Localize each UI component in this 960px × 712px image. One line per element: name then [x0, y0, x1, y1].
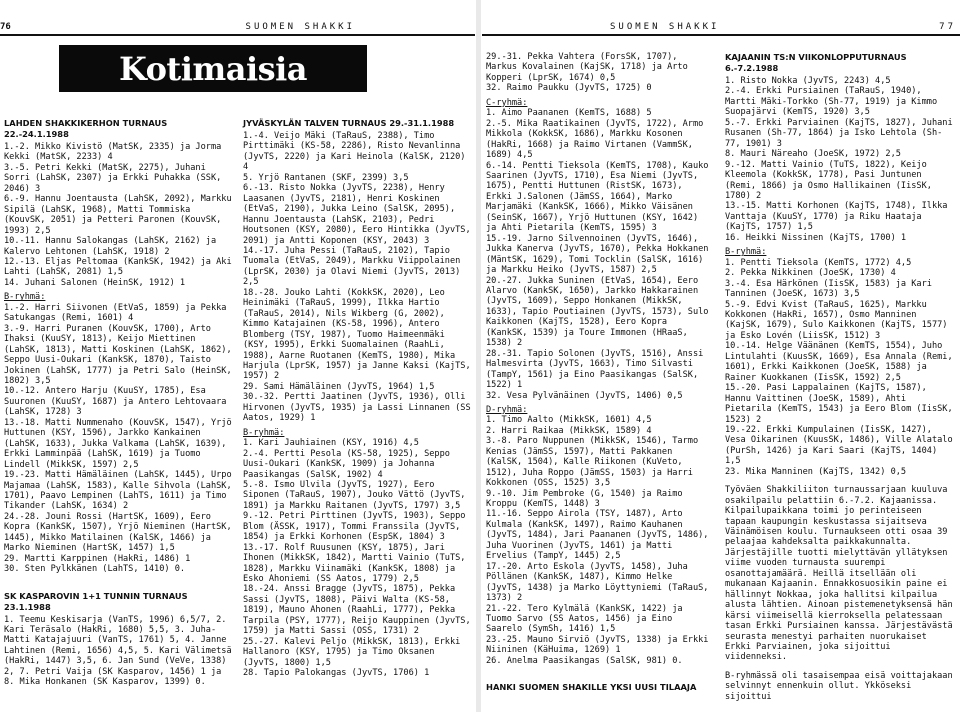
page-header — [0, 22, 475, 32]
result-line: 9.-10. Jim Pembroke (G, 1540) ja Raimo Kroppu (KemTS, 1448) 3 — [486, 488, 683, 510]
result-line: 10.-12. Antero Harju (KuuSY, 1785), Esa Suuronen (KuuSY, 1687) ja Antero Lehtovaara (LahSK, 1728) 3 — [4, 386, 227, 418]
result-line: 1. Timo Aalto (MikkSK, 1601) 4,5 — [486, 415, 652, 426]
result-line: 23. Mika Manninen (KajTS, 1342) 0,5 — [725, 466, 907, 477]
result-line: 14.-17. Juha Pessi (TaRauS, 2102), Tapio Tuomala (EtVaS, 2049), Markku Viippolainen (LprSK, 2030) ja Olavi Niemi (JyvTS, 2013) 2,5 — [243, 245, 461, 288]
result-line: 6.-9. Hannu Joentausta (LahSK, 2092), Markku Sipilä (LahSK, 1968), Matti Tommiska (KouvSK, 2051) ja Petteri Paronen (KouvSK, 1993) 2,5 — [4, 194, 232, 236]
result-line: 28.-31. Tapio Solonen (JyvTS, 1516), Anssi Halmesvirta (JyvTS, 1663), Timo Silvasti (TampY, 1561) ja Eino Paasikangas (SalSK, 1522) 1 — [486, 348, 704, 391]
result-line: 15.-20. Pasi Lappalainen (KajTS, 1587), Hannu Vaittinen (JoeSK, 1589), Ahti Pietarila (KemTS, 1543) ja Eero Blom (IisSK, 1523) 2 — [725, 383, 953, 425]
group-heading: C-ryhmä: — [486, 97, 528, 108]
result-line: 10.-11. Hannu Salokangas (LahSK, 2162) ja Kalervo Lehtonen (LahSK, 1918) 2 — [4, 236, 217, 257]
group-heading: B-ryhmä: — [243, 427, 285, 438]
group-heading: B-ryhmä: — [4, 292, 46, 303]
result-line: 6.-13. Risto Nokka (JyvTS, 2238), Henry Laasanen (JyvTS, 2181), Henri Koskinen (EtVaS, 2190), Jukka Leino (SalSK, 2095), Hannu Joentausta (LahSK, 2103), Pedri Houtsonen (KSY, 2080), Eero Hintikka (JyvTS, 2091) ja Antti Koponen (KSY, 2043) 3 — [243, 183, 471, 246]
left-page — [0, 0, 475, 712]
result-line: 3.-5. Petri Kekki (MatSK, 2275), Juhani Sorri (LahSK, 2307) ja Erkki Puhakka (SSK, 2046) 3 — [4, 162, 222, 194]
result-line: 19.-22. Erkki Kumpulainen (IisSK, 1427), Vesa Oikarinen (KuusSK, 1486), Ville Alatalo (PurSh, 1426) ja Kari Saari (KajTS, 1404) 1,5 — [725, 424, 953, 467]
result-line: 29.-31. Pekka Vahtera (ForsSK, 1707), Markus Kovalainen (KajSK, 1718) ja Arto Kopperi (LprSK, 1674) 0,5 — [486, 52, 688, 83]
result-line: 24.-28. Jouni Rossi (HartSK, 1609), Eero Kopra (KankSK, 1507), Yrjö Nieminen (HartSK, 1445), Mikko Matilainen (KalSK, 1466) ja Marko Nieminen (HartSK, 1457) 1,5 — [4, 511, 232, 554]
result-line: 26. Anelma Paasikangas (SalSK, 981) 0. — [486, 655, 683, 666]
result-line: 2.-4. Erkki Pursiainen (TaRauS, 1940), Martti Mäki-Torkko (Sh-77, 1919) ja Kimmo Suopajärvi (KemTS, 1920) 3,5 — [725, 86, 938, 118]
result-line: 2.-5. Mika Raatikainen (JyvTS, 1722), Armo Mikkola (KokkSK, 1686), Markku Kosonen (HakRi, 1668) ja Raimo Virtanen (VammSK, 1689) 4,5 — [486, 118, 704, 161]
result-line: 2. Pekka Nikkinen (JoeSK, 1730) 4 — [725, 268, 896, 279]
tournament-heading: LAHDEN SHAKKIKERHON TURNAUS 22.-24.1.1988 — [4, 118, 168, 139]
header-rule — [0, 34, 475, 36]
result-line: 3.-4. Esa Härkönen (IisSK, 1583) ja Kari Tanninen (JoeSK, 1673) 3,5 — [725, 278, 932, 300]
result-line: 13.-17. Rolf Ruusunen (KSY, 1875), Jari Ihonen (MikkSK, 1842), Martti Vainio (TuTS, 1828), Markku Viinamäki (KankSK, 1808) ja Esko Ahoniemi (SS Aatos, 1779) 2,5 — [243, 542, 466, 585]
result-line: 5. Yrjö Rantanen (SKF, 2399) 3,5 — [243, 172, 409, 183]
tournament-heading: JYVÄSKYLÄN TALVEN TURNAUS 29.-31.1.1988 — [243, 118, 455, 128]
result-line: 15.-19. Jarno Silvennoinen (JyvTS, 1646), Jukka Kanerva (JyvTS, 1670), Pekka Hokkanen (MäntSK, 1629), Tomi Tocklin (SalSK, 1616) ja Markku Heiko (JyvTS, 1587) 2,5 — [486, 233, 709, 276]
result-line: 20.-27. Jukka Suninen (EtVaS, 1654), Eero Alarvo (KankSK, 1650), Jarkko Hakkarainen (JyvTS, 1609), Seppo Honkanen (MikkSK, 1633), Tapio Poutiainen (JyvTS, 1573), Sulo Kaikkonen (KajTS, 1528), Eero Kopra (KankSK, 1539) ja Toure Immonen (HRaaS, 1538) 2 — [486, 275, 709, 349]
result-line: 1. Aimo Paananen (KemTS, 1688) 5 — [486, 108, 652, 119]
result-line: 30. Sten Pylkkänen (LahTS, 1410) 0. — [4, 564, 186, 575]
tournament-heading: SK KASPAROVIN 1+1 TUNNIN TURNAUS 23.1.1988 — [4, 590, 188, 612]
result-line: 3.-9. Harri Puranen (KouvSK, 1700), Arto Ihaksi (KuuSY, 1813), Keijo Miettinen (LahSK, 1813), Matti Koskinen (LahSK, 1862), Seppo Uusi-Oukari (KankSK, 1870), Taisto Jokinen (LahSK, 1777) ja Petri Salo (HeinSK, 1802) 3,5 — [4, 323, 232, 386]
result-line: 11.-16. Seppo Airola (TSY, 1487), Arto Kulmala (KankSK, 1497), Raimo Kauhanen (JyvTS, 1484), Jari Paananen (JyvTS, 1486), Juha Vuorinen (JyvTS, 1461) ja Matti Ervelius (TampY, 1445) 2,5 — [486, 509, 709, 562]
result-line: 13.-18. Matti Nummenaho (KouvSK, 1547), Yrjö Huttunen (KSY, 1596), Jarkko Kankainen (LahSK, 1633), Jukka Valkama (LahSK, 1639), Erkki Lamminpää (LahSK, 1619) ja Tuomo Lindell (MikkSK, 1597) 2,5 — [4, 417, 232, 470]
result-line: 10.-14. Helge Väänänen (KemTS, 1554), Juho Lintulahti (KuusSK, 1669), Esa Annala (Remi, 1601), Erkki Kaikkonen (JoeSK, 1588) ja Rainer Kuokkanen (IisSK, 1592) 2,5 — [725, 341, 953, 383]
spacer — [4, 575, 232, 591]
result-line: 19.-23. Matti Hämäläinen (LahSK, 1445), Urpo Majamaa (LahSK, 1583), Kalle Sihvola (LahSK, 1701), Paavo Lempinen (LahTS, 1611) ja Timo Tikander (LahSK, 1634) 2 — [4, 470, 232, 512]
result-line: 6.-14. Pentti Tieksola (KemTS, 1708), Kauko Saarinen (JyvTS, 1710), Esa Niemi (JyvTS, 1675), Pentti Huttunen (RistSK, 1673), Erkki J.Salonen (JämSS, 1664), Marko Marjamäki (KankSK, 1666), Mikko Väisänen (SeinSK, 1667), Yrjö Huttunen (KSY, 1642) ja Ahti Pietarila (KemTS, 1595) 3 — [486, 160, 709, 234]
column-3 — [486, 52, 711, 695]
result-line: 30.-32. Pertti Jaatinen (JyvTS, 1936), Olli Hirvonen (JyvTS, 1935) ja Lassi Linnanen (SS Aatos, 1929) 1 — [243, 392, 471, 424]
page-number: 77 — [939, 22, 956, 32]
result-line: 1.-2. Harri Siivonen (EtVaS, 1859) ja Pekka Satukangas (Remi, 1601) 4 — [4, 302, 227, 324]
result-line: 25.-27. Kalevi Peljo (MikkSK, 1813), Erkki Hallanoro (KSY, 1795) ja Timo Oksanen (JyvTS, 1800) 1,5 — [243, 636, 461, 668]
result-line: 9.-12. Matti Vainio (TuTS, 1822), Keijo Kleemola (KokkSK, 1778), Pasi Juntunen (Remi, 1866) ja Osmo Hallikainen (IisSK, 1780) 2 — [725, 159, 932, 201]
result-line: Työväen Shakkiliiton turnaussarjaan kuuluva osakilpailu pelattiin 6.-7.2. Kajaanissa. Kilpailupaikkana toimi jo perinteiseen tapaan kaupungin keskustassa sijaitseva Väinämöisen koulu. Turnaukseen otti osaa 39 pelaajaa kahdeksalta paikkakunnalta. Järjestäjille tuotti mielyttävän yllätyksen viime vuoden turnausta suurempi osanottajamäärä. Heillä itsellään oli mukanaan Kajaanin. Ennakkosuosikin paine ei hällinnyt Nokkaa, joka hallitsi kilpailua alusta lähtien. Ainoan pistemenetyksensä hän kärsi viimeisellä kierroksella pelatessaan tasan Erkki Pursiainen kanssa. Järjestävästä seurasta menestyi parhaiten nuorukaiset Erkki Parviainen, joka sijoittui viidenneksi. — [725, 485, 953, 663]
header-rule — [482, 34, 960, 36]
result-line: 14. Juhani Salonen (HeinSK, 1912) 1 — [4, 277, 186, 288]
result-line: 29. Sami Hämäläinen (JyvTS, 1964) 1,5 — [243, 381, 435, 392]
page-header — [482, 22, 960, 32]
result-line: 5.-9. Edvi Kvist (TaRauS, 1625), Markku Kokkonen (HakRi, 1657), Osmo Manninen (KajSK, 1679), Sulo Kaikkonen (KajTS, 1577) ja Esko Lovén (LiisSK, 1512) 3 — [725, 299, 948, 341]
result-line: 5.-7. Erkki Parviainen (KajTS, 1827), Juhani Rusanen (Sh-77, 1864) ja Isko Lehtola (Sh-77, 1901) 3 — [725, 117, 953, 149]
result-line: 1. Kari Jauhiainen (KSY, 1916) 4,5 — [243, 438, 419, 449]
result-line: 13.-15. Matti Korhonen (KajTS, 1748), Ilkka Vanttaja (KuuSY, 1770) ja Riku Haataja (KajTS, 1757) 1,5 — [725, 201, 948, 233]
result-line: 18.-28. Jouko Lahti (KokkSK, 2020), Leo Heinimäki (TaRauS, 1999), Ilkka Hartio (TaRauS, 2014), Nils Wikberg (G, 2002), Kimmo Katajainen (KS-58, 1996), Antero Blomberg (TSY, 1987), Tuomo Haimeenmäki (KSY, 1995), Erkki Suomalainen (RaahLi, 1988), Aarne Ruotanen (KemTS, 1980), Mika Harjula (LprSK, 1957) ja Janne Kaksi (KajTS, 1957) 2 — [243, 287, 471, 382]
tournament-heading: KAJAANIN TS:N VIIKONLOPPUTURNAUS 6.-7.2.1988 — [725, 52, 907, 73]
column-2 — [243, 118, 471, 679]
result-line: 3.-8. Paro Nuppunen (MikkSK, 1546), Tarmo Kenias (JämSS, 1597), Matti Pakkanen (KalSK, 1504), Kalle Riikonen (KuVeto, 1512), Juha Roppo (JämSS, 1503) ja Harri Kokkonen (OSS, 1525) 3,5 — [486, 436, 699, 489]
result-line: B-ryhmässä oli tasaisempaa eisä voittajakaan selvinnyt ennenkuin ollut. Ykköseksi sijoittui — [725, 670, 953, 702]
result-line: 2. Harri Raikaa (MikkSK, 1589) 4 — [486, 425, 652, 436]
group-heading: D-ryhmä: — [486, 404, 528, 415]
result-line: 1. Risto Nokka (JyvTS, 2243) 4,5 — [725, 76, 891, 86]
result-line: 17.-20. Arto Eskola (JyvTS, 1458), Juha Pöllänen (KankSK, 1487), Kimmo Helke (JyvTS, 1438) ja Marko Löyttyniemi (TaRauS, 1373) 2 — [486, 561, 709, 604]
magazine-title: SUOMEN SHAKKI — [610, 22, 720, 32]
result-line: 32. Vesa Pylvänäinen (JyvTS, 1406) 0,5 — [486, 390, 683, 401]
result-line: 1.-2. Mikko Kivistö (MatSK, 2335) ja Jorma Kekki (MatSK, 2233) 4 — [4, 142, 222, 163]
result-line: 2.-4. Pertti Pesola (KS-58, 1925), Seppo Uusi-Oukari (KankSK, 1909) ja Johanna Paasikangas (SalSK, 1902) 4 — [243, 448, 450, 480]
result-line: 1. Pentti Tieksola (KemTS, 1772) 4,5 — [725, 257, 912, 268]
section-title: Kotimaisia kilpailuja — [118, 50, 308, 128]
magazine-title: SUOMEN SHAKKI — [245, 22, 355, 32]
result-line: 18.-24. Anssi Bragge (JyvTS, 1875), Pekka Sassi (JyvTS, 1808), Päivi Walta (KS-58, 1819), Mauno Ahonen (RaahLi, 1777), Pekka Tarpila (PSY, 1777), Reijo Kauppinen (JyvTS, 1759) ja Matti Sassi (OSS, 1731) 2 — [243, 584, 471, 637]
result-line: 1. Teemu Keskisarja (VanTS, 1996) 6,5/7, 2. Kari Teräsalo (HakRi, 1680) 5,5, 3. Juha-Matti Katajajuuri (VanTS, 1761) 5, 4. Janne Lahtinen (Remi, 1656) 4,5, 5. Kari Välimetsä (HakRi, 1447) 3,5, 6. Jan Sund (VeVe, 1338) 2, 7. Petri Vaija (SK Kasparov, 1456) 1 ja 8. Mika Honkanen (SK Kasparov, 1399) 0. — [4, 614, 232, 688]
spacer — [486, 666, 711, 682]
result-line: 21.-22. Tero Kylmälä (KankSK, 1422) ja Tuomo Sarvo (SS Aatos, 1456) ja Eino Saarelo (SymSh, 1416) 1,5 — [486, 603, 683, 635]
result-line: 29. Martti Karppinen (HakRi, 1486) 1 — [4, 553, 191, 564]
column-1 — [4, 118, 232, 688]
result-line: 1.-4. Veijo Mäki (TaRauS, 2388), Timo Pirttimäki (KS-58, 2286), Risto Nevanlinna (JyvTS, 2220) ja Kari Heinola (KalSK, 2120) 4 — [243, 131, 466, 173]
spacer — [725, 663, 955, 671]
result-line: 28. Tapio Palokangas (JyvTS, 1706) 1 — [243, 668, 430, 679]
spacer — [725, 477, 955, 485]
column-4 — [725, 52, 955, 702]
result-line: 16. Heikki Nissinen (KajTS, 1700) 1 — [725, 232, 907, 243]
result-line: 9.-12. Petri Pirttinen (JyvTS, 1903), Seppo Blom (ÄSSK, 1917), Tommi Franssila (JyvTS, 1854) ja Erkki Korhonen (EspSK, 1804) 3 — [243, 511, 466, 543]
page-gutter — [476, 0, 481, 712]
right-page — [482, 0, 960, 712]
result-line: 12.-13. Eljas Peltomaa (KankSK, 1942) ja Aki Lahti (LahSK, 2081) 1,5 — [4, 256, 232, 278]
result-line: 23.-25. Mauno Sirviö (JyvTS, 1338) ja Erkki Niininen (KäHuima, 1269) 1 — [486, 634, 709, 656]
tournament-heading: HANKI SUOMEN SHAKILLE YKSI UUSI TILAAJA — [486, 682, 697, 693]
result-line: 8. Mauri Näreaho (JoeSK, 1972) 2,5 — [725, 149, 901, 160]
result-line: 32. Raimo Paukku (JyvTS, 1725) 0 — [486, 83, 652, 94]
result-line: 5.-8. Ismo Ulvila (JyvTS, 1927), Eero Siponen (TaRauS, 1907), Jouko Vättö (JyvTS, 1891) ja Markku Raitanen (JyvTS, 1797) 3,5 — [243, 479, 466, 511]
page-number: 76 — [0, 22, 11, 32]
group-heading: B-ryhmä: — [725, 247, 767, 258]
